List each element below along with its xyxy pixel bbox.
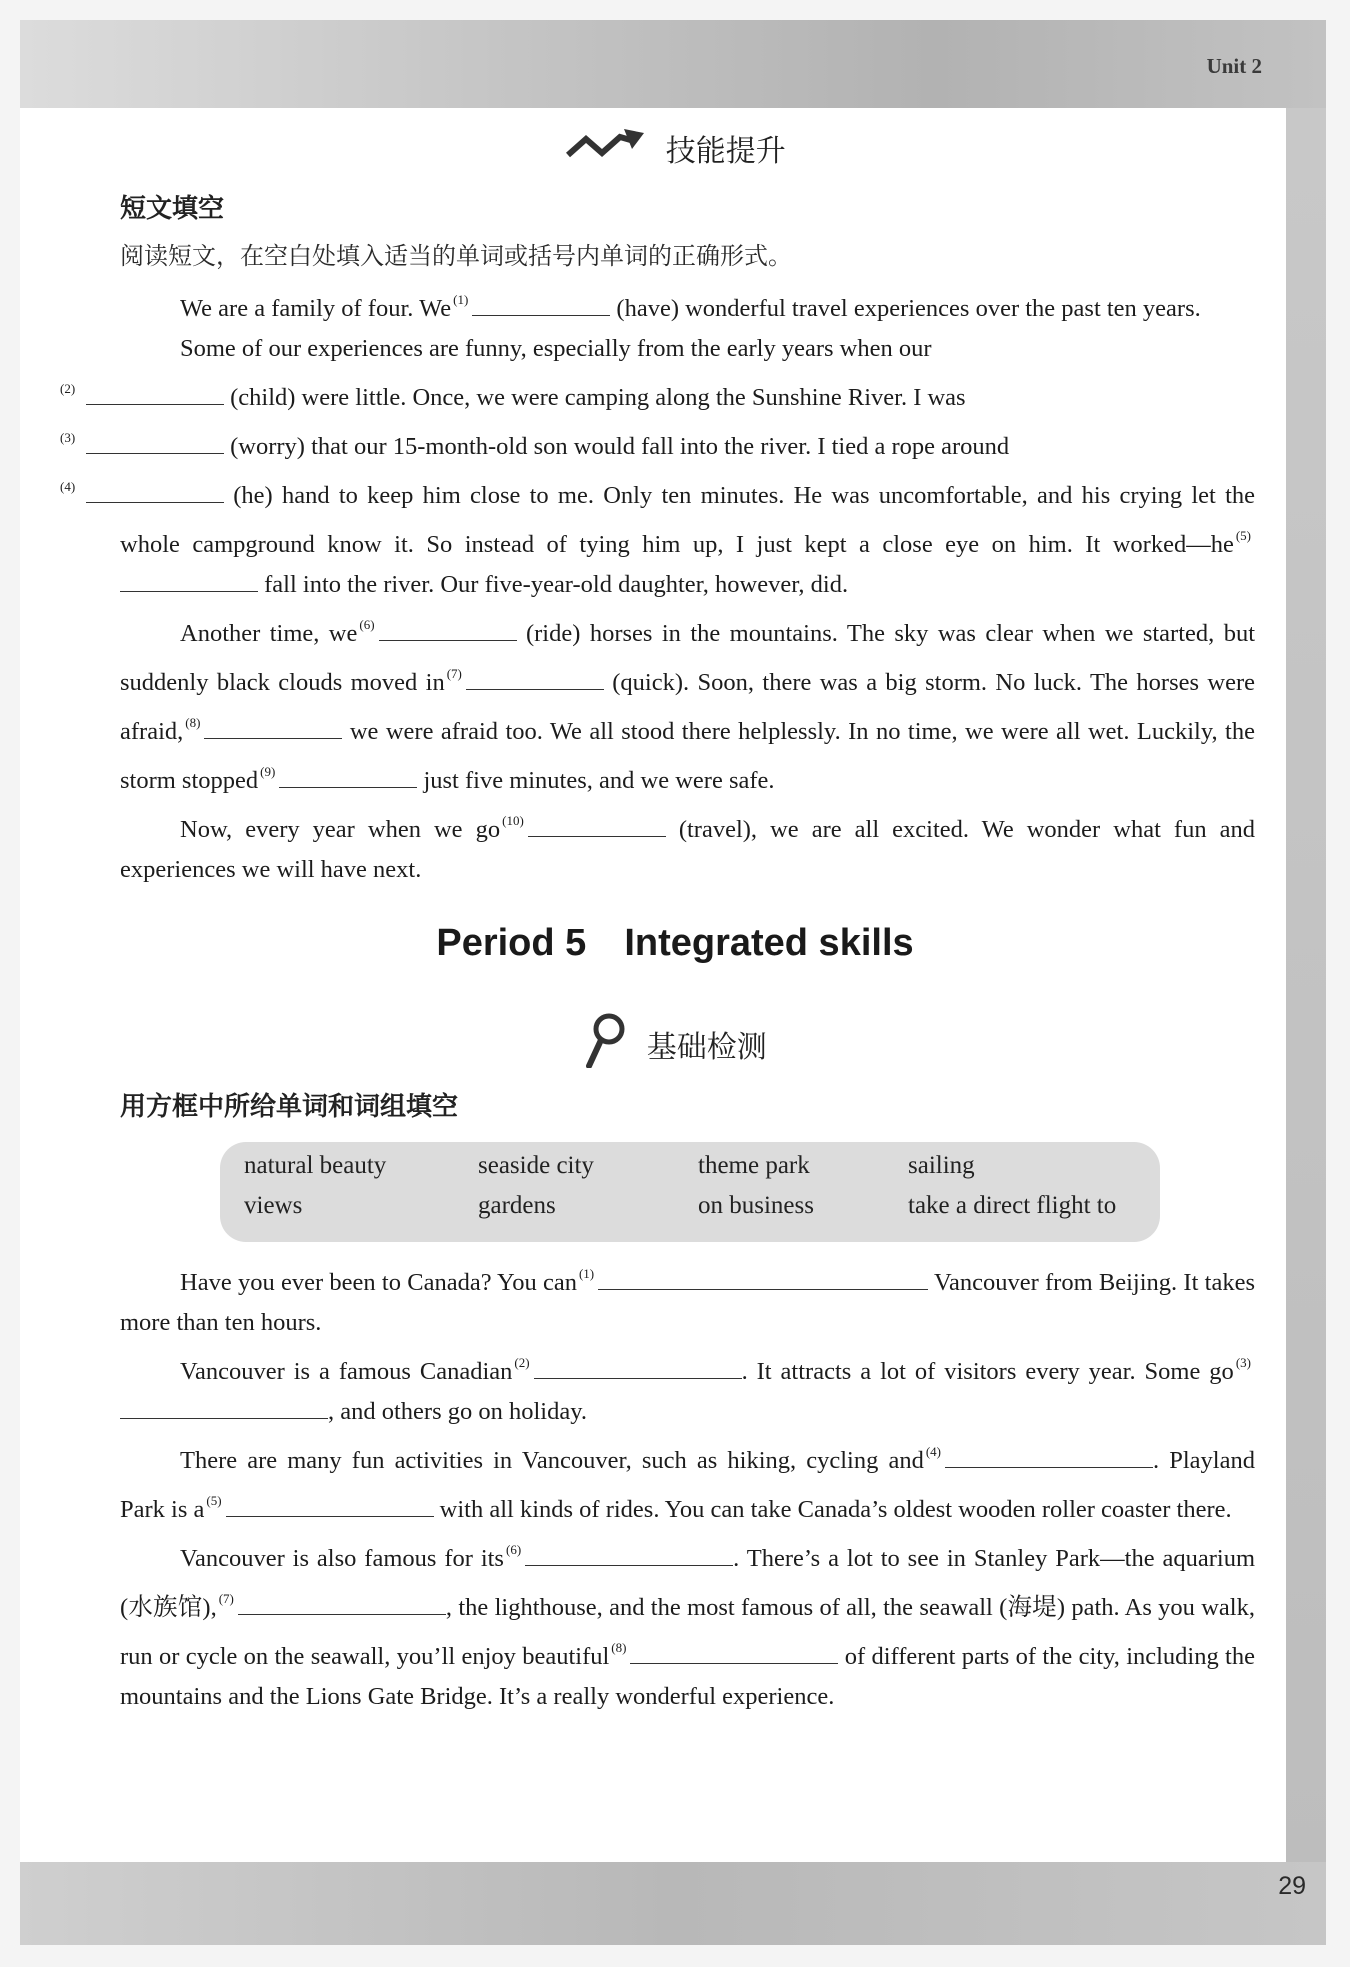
paragraph: Vancouver is a famous Canadian $^{(2)}$ . It attracts a lot of visitors every year. Some go $^{(3)}$, and others go on holiday. (120, 1343, 1255, 1432)
answer-blank[interactable] (86, 482, 224, 503)
section-heading-skills (0, 126, 1350, 170)
magnifier-icon (583, 1012, 627, 1076)
answer-blank[interactable] (379, 620, 517, 641)
word-option: theme park (698, 1152, 810, 1179)
paragraph: Another time, we $^{(6)}$ (ride) horses in the mountains. The sky was clear when we started, but suddenly black clouds moved in $^{(7)}$ (quick). Soon, there was a big storm. No luck. The horses were afraid, $^{(8)}$ we were afraid too. We all stood there helplessly. In no time, we were all wet. Luckily, the storm stopped $^{(9)}$ just five minutes, and we were safe. (120, 617, 1256, 794)
answer-blank[interactable] (630, 1643, 838, 1664)
blank-number: (2) (60, 381, 76, 396)
blank-number: (8) (185, 715, 201, 730)
period-title: Period 5 Integrated skills (436, 922, 914, 964)
answer-blank[interactable] (466, 669, 604, 690)
answer-blank[interactable] (86, 384, 224, 405)
answer-blank[interactable] (120, 571, 258, 592)
answer-blank[interactable] (226, 1496, 434, 1517)
blank-number: (9) (260, 764, 276, 779)
blank-number: (6) (359, 617, 375, 632)
cloze-passage (60, 280, 1256, 890)
blank-number: (5) (206, 1493, 222, 1508)
blank-number: (2) (514, 1355, 530, 1370)
footer-band (20, 1862, 1326, 1945)
unit-label: Unit 2 (1206, 54, 1262, 78)
word-option: take a direct flight to (908, 1192, 1117, 1219)
blank-number: (10) (502, 813, 524, 828)
answer-blank[interactable] (120, 1398, 328, 1419)
answer-blank[interactable] (534, 1358, 742, 1379)
paragraph: Have you ever been to Canada? You can $^{(1)}$ Vancouver from Beijing. It takes more than ten hours. (120, 1266, 1255, 1336)
answer-blank[interactable] (598, 1269, 928, 1290)
blank-number: (7) (446, 666, 462, 681)
blank-number: (8) (611, 1640, 627, 1655)
blank-number: (6) (505, 1542, 522, 1557)
header-band (20, 20, 1326, 108)
answer-blank[interactable] (279, 767, 417, 788)
answer-blank[interactable] (238, 1594, 446, 1615)
blank-number: (4) (925, 1444, 942, 1459)
exercise-title: 用方框中所给单词和词组填空 (120, 1092, 459, 1122)
blank-number: (1) (453, 292, 469, 307)
blank-number: (1) (578, 1266, 595, 1281)
answer-blank[interactable] (204, 718, 342, 739)
answer-blank[interactable] (528, 816, 666, 837)
exercise-title: 短文填空 (120, 194, 225, 224)
word-option: sailing (908, 1152, 975, 1179)
paragraph: Some of our experiences are funny, especially from the early years when our (2) (child) were little. Once, we were camping along the Sunshine River. I was (3) (worry) that our 15-month-old son would fall into the river. I tied a rope around (4) (he) hand to keep him close to me. Only ten minutes. He was uncomfortable, and his crying let the whole campground know it. So instead of tying him up, I just kept a close eye on him. It worked—he $^{(5)}$ fall into the river. Our five-year-old daughter, however, did. (60, 335, 1256, 598)
page-number: 29 (1278, 1872, 1306, 1900)
word-option: on business (698, 1192, 814, 1219)
side-band (1286, 108, 1326, 1868)
answer-blank[interactable] (525, 1545, 733, 1566)
answer-blank[interactable] (86, 433, 224, 454)
answer-blank[interactable] (472, 295, 610, 316)
word-option: seaside city (478, 1152, 594, 1179)
blank-number: (4) (60, 479, 76, 494)
blank-number: (3) (1235, 1355, 1251, 1370)
trend-arrow-icon (564, 127, 646, 169)
paragraph: Vancouver is also famous for its $^{(6)}$ . There’s a lot to see in Stanley Park—the aquarium (水族馆), $^{(7)}$ , the lighthouse, and the most famous of all, the seawall (海堤) path. As you walk, run or cycle on the seawall, you’ll enjoy beautiful $^{(8)}$ of different parts of the city, including the mountains and the Lions Gate Bridge. It’s a really wonderful experience. (120, 1542, 1256, 1710)
blank-number: (7) (218, 1591, 234, 1606)
section-heading-text: 基础检测 (646, 1030, 767, 1065)
blank-number: (3) (60, 430, 76, 445)
blank-number: (5) (1235, 528, 1251, 543)
exercise-instruction: 阅读短文，在空白处填入适当的单词或括号内单词的正确形式。 (120, 242, 792, 270)
section-heading-basics (0, 1012, 1350, 1076)
paragraph: We are a family of four. We $^{(1)}$ (have) wonderful travel experiences over the past ten years. (180, 292, 1201, 322)
word-option: natural beauty (244, 1152, 387, 1179)
word-option: views (244, 1192, 303, 1219)
fill-passage (120, 1254, 1255, 1717)
paragraph: There are many fun activities in Vancouver, such as hiking, cycling and $^{(4)}$ . Playland Park is a $^{(5)}$ with all kinds of rides. You can take Canada’s oldest wooden roller coaster there. (120, 1444, 1255, 1523)
answer-blank[interactable] (945, 1447, 1153, 1468)
word-box (220, 1142, 1160, 1242)
section-heading-text: 技能提升 (665, 134, 786, 169)
word-option: gardens (478, 1192, 556, 1219)
paragraph: Now, every year when we go $^{(10)}$ (travel), we are all excited. We wonder what fun and experiences we will have next. (120, 813, 1256, 883)
